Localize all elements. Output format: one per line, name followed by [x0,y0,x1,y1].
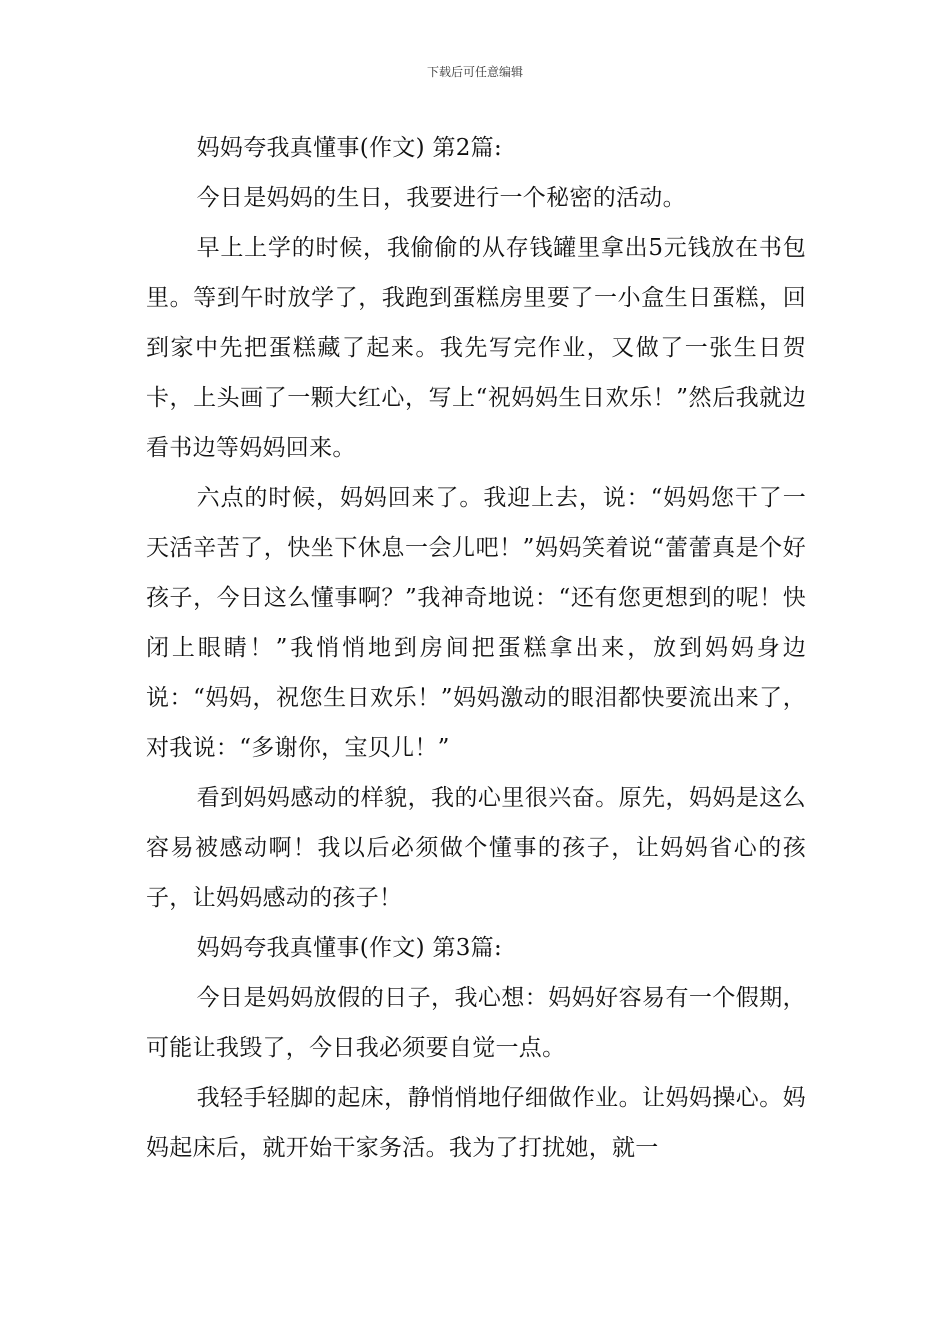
paragraph: 今日是妈妈的生日，我要进行一个秘密的活动。 [196,185,686,211]
paragraph: 六点的时候，妈妈回来了。我迎上去，说：“妈妈您干了一天活辛苦了，快坐下休息一会儿吧！”妈妈笑着说“蕾蕾真是个好孩子，今日这么懂事啊？”我神奇地说：“还有您更想到的呢！快闭上眼睛！”我悄悄地到房间把蛋糕拿出来，放到妈妈身边说：“妈妈，祝您生日欢乐！”妈妈激动的眼泪都快要流出来了，对我说：“多谢你，宝贝儿！” [146,485,806,761]
page-header: 下载后可任意编辑 [426,65,523,79]
paragraph: 看到妈妈感动的样貌，我的心里很兴奋。原先，妈妈是这么容易被感动啊！我以后必须做个懂事的孩子，让妈妈省心的孩子，让妈妈感动的孩子！ [146,785,806,911]
paragraph: 我轻手轻脚的起床，静悄悄地仔细做作业。让妈妈操心。妈妈起床后，就开始干家务活。我为了打扰她，就一 [146,1085,806,1161]
paragraph: 早上上学的时候，我偷偷的从存钱罐里拿出5元钱放在书包里。等到午时放学了，我跑到蛋糕房里要了一小盒生日蛋糕，回到家中先把蛋糕藏了起来。我先写完作业，又做了一张生日贺卡，上头画了一颗大红心，写上“祝妈妈生日欢乐！”然后我就边看书边等妈妈回来。 [146,235,806,461]
paragraph: 今日是妈妈放假的日子，我心想：妈妈好容易有一个假期，可能让我毁了，今日我必须要自觉一点。 [146,985,806,1061]
document-body [146,123,806,1173]
section-heading-3: 妈妈夸我真懂事(作文) 第3篇: [196,935,503,961]
section-heading-2: 妈妈夸我真懂事(作文) 第2篇: [196,135,503,161]
